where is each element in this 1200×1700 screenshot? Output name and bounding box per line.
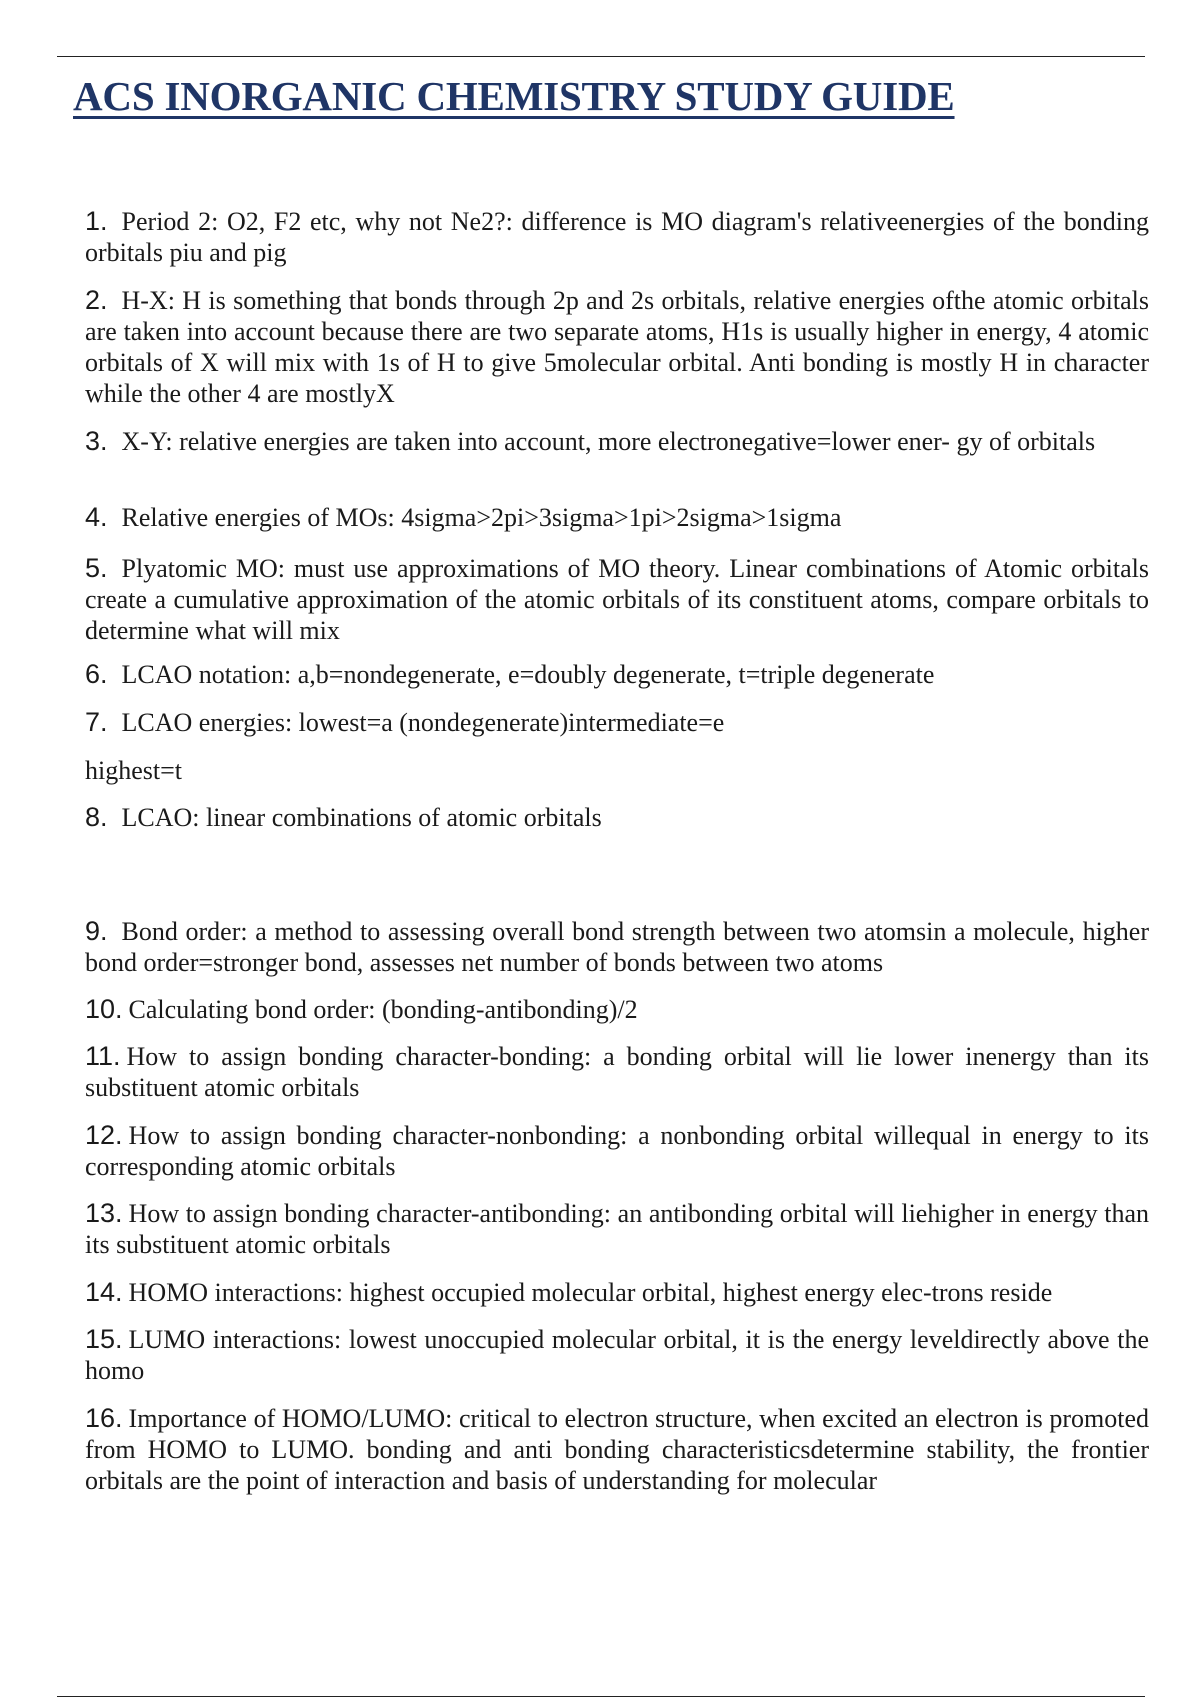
item-text: H-X: H is something that bonds through 2p and 2s orbitals, relative energies ofthe atomic orbitals are taken into account because there are two separate atoms, H1s is usually higher in energy, 4 atomic orbitals of X will mix with 1s of H to give 5molecular orbital. Anti bonding is mostly H in character while the other 4 are mostlyX: [85, 286, 1149, 408]
item-text: Period 2: O2, F2 etc, why not Ne2?: difference is MO diagram's relativeenergies of the bonding orbitals piu and pig: [85, 207, 1149, 267]
item-number: 8.: [85, 802, 108, 832]
list-item: [85, 1277, 1149, 1308]
item-text: Calculating bond order: (bonding-antibonding)/2: [128, 995, 638, 1024]
list-item: [85, 994, 1149, 1025]
item-number: 10.: [85, 994, 123, 1024]
item-number: 16.: [85, 1403, 123, 1433]
item-text: highest=t: [85, 756, 182, 785]
page-title: ACS INORGANIC CHEMISTRY STUDY GUIDE: [73, 73, 955, 119]
list-item: [85, 1120, 1149, 1182]
list-item: [85, 659, 1149, 690]
list-item: [85, 1198, 1149, 1260]
item-text: Importance of HOMO/LUMO: critical to electron structure, when excited an electron is promoted from HOMO to LUMO. bonding and anti bonding characteristicsdetermine stability, the frontier orbitals are the point of interaction and basis of understanding for molecular: [85, 1404, 1149, 1495]
item-text: Plyatomic MO: must use approximations of MO theory. Linear combinations of Atomic orbitals create a cumulative approximation of the atomic orbitals of its constituent atoms, compare orbitals to determine what will mix: [85, 554, 1149, 645]
item-number: 5.: [85, 553, 108, 583]
item-text: How to assign bonding character-bonding: a bonding orbital will lie lower inenergy than its substituent atomic orbitals: [85, 1042, 1149, 1102]
item-number: 13.: [85, 1198, 123, 1228]
item-number: 6.: [85, 659, 108, 689]
list-item: [85, 1041, 1149, 1103]
item-text: LCAO notation: a,b=nondegenerate, e=doubly degenerate, t=triple degenerate: [121, 660, 935, 689]
item-number: 3.: [85, 426, 108, 456]
list-item: [85, 285, 1149, 409]
item-number: 7.: [85, 707, 108, 737]
item-text: X-Y: relative energies are taken into account, more electronegative=lower ener- gy of orbitals: [121, 427, 1096, 456]
list-item: [85, 916, 1149, 978]
item-number: 14.: [85, 1277, 123, 1307]
item-number: 2.: [85, 285, 108, 315]
item-text: HOMO interactions: highest occupied molecular orbital, highest energy elec-trons reside: [128, 1278, 1053, 1307]
list-item: [85, 1324, 1149, 1386]
list-item: [85, 206, 1149, 268]
item-text: How to assign bonding character-antibonding: an antibonding orbital will liehigher in energy than its substituent atomic orbitals: [85, 1199, 1149, 1259]
item-text: How to assign bonding character-nonbonding: a nonbonding orbital willequal in energy to its corresponding atomic orbitals: [85, 1121, 1149, 1181]
item-text: LUMO interactions: lowest unoccupied molecular orbital, it is the energy leveldirectly above the homo: [85, 1325, 1149, 1385]
list-item: [85, 426, 1149, 457]
item-text: Relative energies of MOs: 4sigma>2pi>3sigma>1pi>2sigma>1sigma: [121, 503, 842, 532]
bottom-rule: [57, 1696, 1145, 1697]
item-number: 9.: [85, 916, 108, 946]
item-number: 11.: [85, 1041, 121, 1071]
item-number: 12.: [85, 1120, 123, 1150]
item-text: Bond order: a method to assessing overall bond strength between two atomsin a molecule, higher bond order=stronger bond, assesses net number of bonds between two atoms: [85, 917, 1149, 977]
item-text: LCAO: linear combinations of atomic orbitals: [121, 803, 602, 832]
list-item: [85, 502, 1149, 533]
list-item-continuation: [85, 755, 1149, 786]
item-number: 15.: [85, 1324, 123, 1354]
item-number: 1.: [85, 206, 108, 236]
list-item: [85, 707, 1149, 738]
item-number: 4.: [85, 502, 108, 532]
list-item: [85, 802, 1149, 833]
item-text: LCAO energies: lowest=a (nondegenerate)intermediate=e: [121, 708, 725, 737]
top-rule: [57, 56, 1145, 57]
list-item: [85, 1403, 1149, 1496]
list-item: [85, 553, 1149, 646]
